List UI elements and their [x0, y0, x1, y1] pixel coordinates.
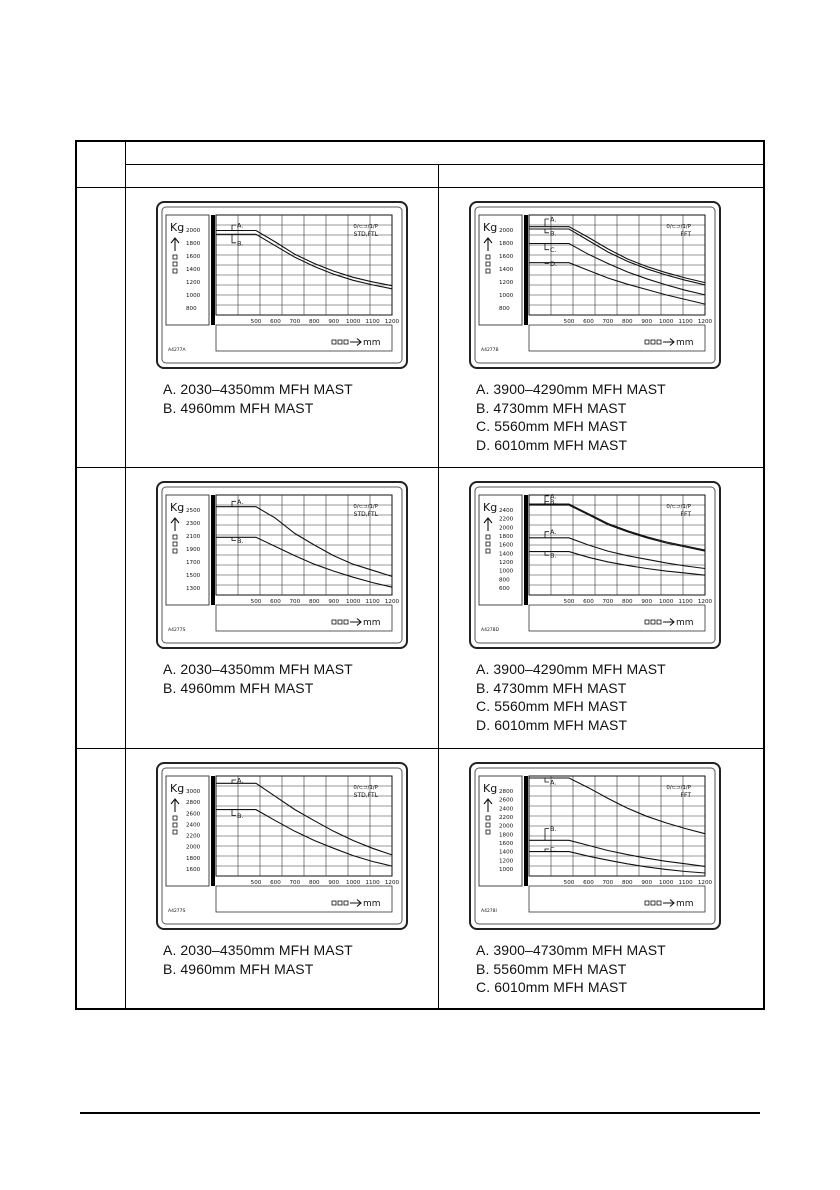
series-label-b: B. [550, 498, 557, 507]
capacity-chart-cell [126, 749, 438, 1008]
x-tick-label: 1000 [659, 599, 674, 605]
x-tick-label: 500 [250, 880, 262, 886]
x-tick-label: 600 [270, 319, 281, 325]
y-tick-label: 1200 [186, 280, 201, 286]
y-tick-label: 2400 [499, 806, 514, 813]
legend-entry: A. 3900–4730mm MFH MAST [476, 942, 666, 958]
load-capacity-chart [469, 762, 721, 930]
chart-legend [476, 941, 666, 997]
figure-id: A4277S [168, 628, 186, 633]
load-capacity-chart [156, 762, 408, 930]
y-tick-label: 800 [499, 577, 510, 584]
y-tick-label: 1200 [499, 560, 514, 566]
y-tick-label: 2400 [186, 822, 201, 829]
series-label-b: B. [550, 825, 557, 834]
mast-variant-label: STD,FTL [353, 792, 378, 799]
y-tick-label: 1200 [499, 280, 514, 286]
y-axis-unit-label: Kg [170, 782, 185, 795]
chart-legend [163, 660, 353, 697]
chart-legend [163, 941, 353, 978]
y-tick-label: 1800 [499, 832, 514, 839]
y-axis-unit-label: Kg [483, 782, 498, 795]
axis-bar [211, 215, 215, 325]
capacity-chart-cell [439, 749, 763, 1008]
x-tick-label: 600 [270, 599, 281, 605]
x-axis-unit-label: mm [363, 899, 381, 909]
mast-code-badge: 0/⊂⊃/1/P [353, 224, 378, 230]
y-tick-label: 2200 [499, 516, 514, 523]
chart-legend [163, 380, 353, 417]
x-tick-label: 900 [328, 319, 340, 325]
legend-entry: C. 5560mm MFH MAST [476, 698, 628, 714]
x-tick-label: 500 [563, 319, 575, 325]
x-tick-label: 900 [641, 599, 653, 605]
x-tick-label: 1100 [678, 599, 693, 605]
x-tick-label: 800 [621, 319, 633, 325]
series-label-b: B. [550, 229, 557, 238]
x-tick-label: 600 [270, 880, 281, 886]
load-capacity-chart [469, 201, 721, 369]
axis-bar [524, 215, 528, 325]
y-tick-label: 1900 [186, 547, 201, 553]
footer-rule [80, 1112, 760, 1114]
table-border-top [75, 140, 765, 142]
x-tick-label: 900 [328, 880, 340, 886]
x-tick-label: 1100 [678, 319, 693, 325]
x-tick-label: 700 [289, 880, 301, 886]
mast-variant-label: STD,FTL [353, 231, 378, 238]
table-border-right [763, 140, 765, 1010]
series-label-a: A. [550, 215, 557, 224]
y-tick-label: 2100 [186, 534, 201, 540]
figure-id: A4278I [481, 909, 497, 914]
y-tick-label: 1600 [499, 254, 514, 260]
y-tick-label: 2000 [499, 228, 514, 234]
y-tick-label: 2300 [186, 521, 201, 527]
x-tick-label: 500 [563, 880, 575, 886]
y-tick-label: 2400 [499, 508, 514, 514]
series-label-b: B. [237, 239, 244, 248]
x-tick-label: 800 [308, 319, 320, 325]
chart-legend [476, 660, 666, 734]
x-tick-label: 800 [621, 599, 633, 605]
figure-id: A4277B [481, 348, 499, 353]
x-tick-label: 1200 [697, 319, 713, 325]
x-tick-label: 700 [602, 880, 614, 886]
series-label-a: A. [237, 497, 244, 506]
mast-variant-label: FFT [680, 231, 691, 238]
x-tick-label: 900 [641, 319, 653, 325]
y-tick-label: 800 [499, 306, 510, 312]
x-tick-label: 1100 [365, 319, 380, 325]
y-tick-label: 1600 [499, 542, 514, 549]
legend-entry: A. 2030–4350mm MFH MAST [163, 661, 353, 677]
x-tick-label: 1200 [697, 880, 713, 886]
y-axis-unit-label: Kg [483, 221, 498, 234]
capacity-chart-cell [126, 188, 438, 467]
y-tick-label: 1400 [499, 267, 514, 273]
y-axis-unit-label: Kg [483, 501, 498, 514]
series-label-a: A. [550, 528, 557, 537]
y-tick-label: 1000 [499, 867, 514, 873]
series-label-b: B. [237, 811, 244, 820]
y-tick-label: 2000 [499, 823, 514, 830]
y-tick-label: 1600 [499, 841, 514, 847]
x-tick-label: 1100 [365, 599, 380, 605]
y-tick-label: 1700 [186, 560, 201, 566]
x-tick-label: 1000 [346, 319, 361, 325]
mast-code-badge: 0/⊂⊃/1/P [353, 785, 378, 791]
x-tick-label: 800 [308, 880, 320, 886]
legend-entry: A. 3900–4290mm MFH MAST [476, 381, 666, 397]
x-tick-label: 1200 [384, 319, 400, 325]
y-tick-label: 2200 [186, 833, 201, 840]
load-capacity-chart [469, 481, 721, 649]
legend-entry: A. 3900–4290mm MFH MAST [476, 661, 666, 677]
legend-entry: B. 4960mm MFH MAST [163, 679, 314, 696]
y-tick-label: 2600 [499, 797, 514, 804]
figure-id: A4278D [481, 628, 499, 633]
x-tick-label: 900 [641, 880, 653, 886]
y-tick-label: 1400 [186, 267, 201, 273]
mast-code-badge: 0/⊂⊃/1/P [666, 224, 691, 230]
x-tick-label: 1000 [346, 599, 361, 605]
x-axis-unit-label: mm [363, 618, 381, 628]
y-tick-label: 1300 [186, 586, 201, 592]
x-tick-label: 500 [250, 599, 262, 605]
x-tick-label: 500 [250, 319, 262, 325]
legend-entry: B. 4960mm MFH MAST [163, 960, 314, 977]
x-tick-label: 600 [583, 880, 594, 886]
x-tick-label: 1200 [384, 880, 400, 886]
series-label-a: A. [237, 221, 244, 230]
y-tick-label: 2000 [186, 844, 201, 851]
y-tick-label: 2500 [186, 508, 201, 514]
x-tick-label: 800 [621, 880, 633, 886]
series-label-c: C. [550, 246, 557, 255]
mast-code-badge: 0/⊂⊃/1/P [353, 504, 378, 510]
x-axis-unit-label: mm [363, 338, 381, 348]
series-label-a: A. [550, 778, 557, 787]
y-tick-label: 2800 [186, 800, 201, 807]
legend-entry: D. 6010mm MFH MAST [476, 716, 628, 733]
legend-entry: C. 6010mm MFH MAST [476, 979, 628, 995]
x-tick-label: 1200 [697, 599, 713, 605]
load-capacity-chart [156, 481, 408, 649]
x-tick-label: 500 [563, 599, 575, 605]
y-tick-label: 2000 [499, 525, 514, 532]
series-label-c: C. [550, 845, 557, 854]
x-tick-label: 1000 [659, 880, 674, 886]
y-tick-label: 1000 [499, 293, 514, 299]
y-tick-label: 1600 [186, 254, 201, 260]
mast-variant-label: STD,FTL [353, 511, 378, 518]
figure-id: A4277S [168, 909, 186, 914]
x-tick-label: 1000 [659, 319, 674, 325]
y-tick-label: 1000 [186, 293, 201, 299]
y-tick-label: 1800 [186, 241, 201, 247]
x-axis-unit-label: mm [676, 899, 694, 909]
y-tick-label: 1800 [186, 855, 201, 862]
x-tick-label: 1200 [384, 599, 400, 605]
x-tick-label: 1100 [678, 880, 693, 886]
y-tick-label: 1600 [186, 867, 201, 873]
y-tick-label: 1200 [499, 858, 514, 865]
series-label-a: A. [550, 492, 557, 501]
y-tick-label: 600 [499, 586, 510, 592]
figure-id: A4277A [168, 348, 186, 353]
x-tick-label: 700 [289, 319, 301, 325]
series-label-d: D. [550, 259, 558, 268]
legend-entry: B. 4730mm MFH MAST [476, 679, 627, 696]
load-capacity-chart [156, 201, 408, 369]
y-tick-label: 1400 [499, 849, 514, 856]
y-tick-label: 1400 [499, 551, 514, 558]
x-tick-label: 600 [583, 599, 594, 605]
legend-entry: A. 2030–4350mm MFH MAST [163, 381, 353, 397]
x-tick-label: 600 [583, 319, 594, 325]
x-tick-label: 1100 [365, 880, 380, 886]
mast-variant-label: FFT [680, 792, 691, 799]
chart-legend [476, 380, 666, 454]
mast-code-badge: 0/⊂⊃/1/P [666, 504, 691, 510]
legend-entry: D. 6010mm MFH MAST [476, 436, 628, 453]
legend-entry: B. 5560mm MFH MAST [476, 960, 627, 977]
x-tick-label: 1000 [346, 880, 361, 886]
axis-bar [524, 495, 528, 605]
y-tick-label: 2800 [499, 789, 514, 795]
legend-entry: A. 2030–4350mm MFH MAST [163, 942, 353, 958]
series-label-b: B. [237, 536, 244, 545]
y-axis-unit-label: Kg [170, 501, 185, 514]
capacity-chart-cell [439, 188, 763, 467]
series-label-a: A. [237, 776, 244, 785]
axis-bar [211, 776, 215, 886]
x-tick-label: 700 [602, 319, 614, 325]
mast-variant-label: FFT [680, 511, 691, 518]
y-axis-unit-label: Kg [170, 221, 185, 234]
y-tick-label: 2000 [186, 228, 201, 234]
x-axis-unit-label: mm [676, 338, 694, 348]
y-tick-label: 3000 [186, 789, 201, 795]
y-tick-label: 2600 [186, 811, 201, 818]
x-tick-label: 800 [308, 599, 320, 605]
y-tick-label: 1800 [499, 534, 514, 540]
table-border-left [75, 140, 77, 1010]
table-border-bottom [75, 1008, 765, 1010]
x-tick-label: 700 [602, 599, 614, 605]
x-tick-label: 900 [328, 599, 340, 605]
legend-entry: C. 5560mm MFH MAST [476, 418, 628, 434]
y-tick-label: 800 [186, 306, 197, 312]
y-tick-label: 2200 [499, 815, 514, 821]
legend-entry: B. 4960mm MFH MAST [163, 399, 314, 416]
capacity-chart-cell [439, 468, 763, 748]
axis-bar [211, 495, 215, 605]
x-tick-label: 700 [289, 599, 301, 605]
y-tick-label: 1500 [186, 573, 201, 579]
mast-code-badge: 0/⊂⊃/1/P [666, 785, 691, 791]
y-tick-label: 1800 [499, 241, 514, 247]
y-tick-label: 1000 [499, 568, 514, 575]
column-header-left [126, 165, 438, 187]
x-axis-unit-label: mm [676, 618, 694, 628]
legend-entry: B. 4730mm MFH MAST [476, 399, 627, 416]
series-label-b: B. [550, 551, 557, 560]
axis-bar [524, 776, 528, 886]
column-header-right [439, 165, 763, 187]
capacity-chart-cell [126, 468, 438, 748]
